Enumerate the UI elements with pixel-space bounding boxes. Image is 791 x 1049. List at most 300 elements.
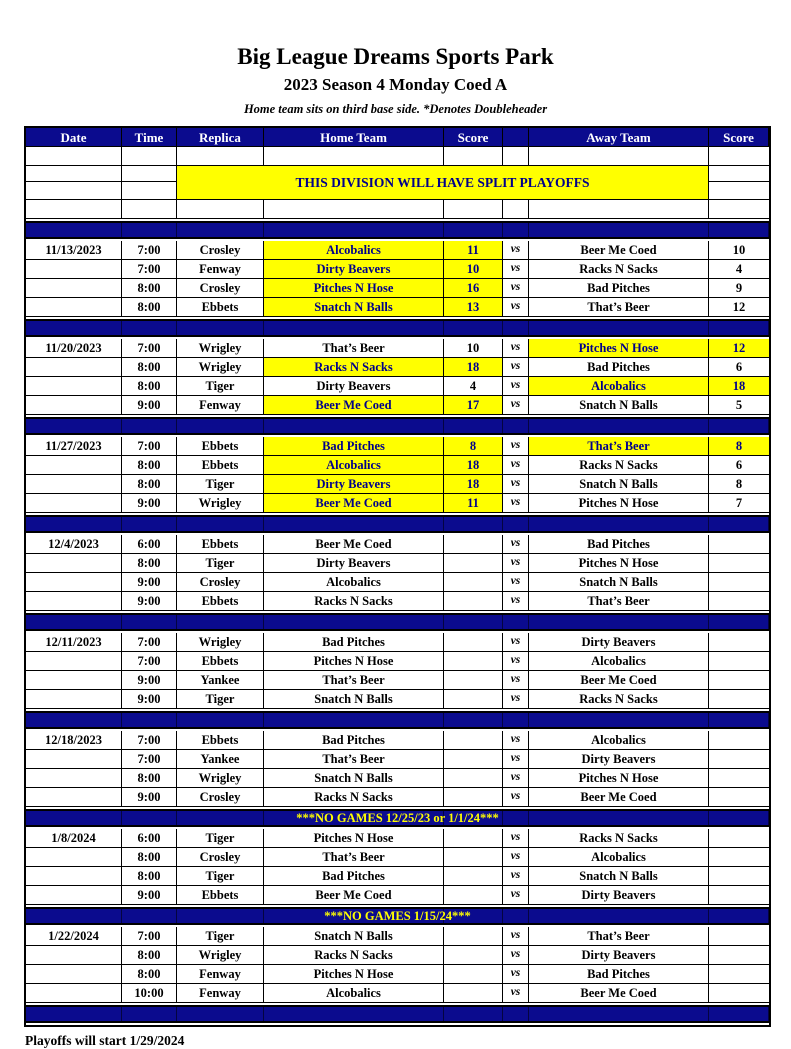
away-team-cell: Snatch N Balls bbox=[529, 573, 709, 591]
time-cell: 7:00 bbox=[122, 339, 177, 357]
separator-cell bbox=[444, 517, 503, 531]
separator-cell bbox=[264, 615, 444, 629]
time-cell: 8:00 bbox=[122, 867, 177, 885]
game-row bbox=[26, 358, 769, 377]
date-cell bbox=[26, 886, 122, 904]
away-score-cell: 9 bbox=[735, 280, 743, 295]
header-row bbox=[26, 128, 769, 147]
separator-cell bbox=[177, 321, 264, 335]
away-team-cell: Racks N Sacks bbox=[529, 829, 709, 847]
away-team-cell: Alcobalics bbox=[529, 848, 709, 866]
time-cell: 8:00 bbox=[122, 456, 177, 474]
separator-cell bbox=[709, 713, 769, 727]
away-score-cell: 10 bbox=[732, 242, 746, 257]
away-score-cell: 12 bbox=[732, 299, 746, 314]
date-cell bbox=[26, 377, 122, 395]
replica-cell: Wrigley bbox=[177, 339, 264, 357]
home-score-cell: 18 bbox=[444, 358, 503, 376]
game-row bbox=[26, 298, 769, 317]
away-team-cell: Pitches N Hose bbox=[529, 554, 709, 572]
separator-cell bbox=[177, 517, 264, 531]
vs-label: vs bbox=[503, 848, 529, 866]
home-score-cell bbox=[444, 633, 503, 651]
separator-row bbox=[26, 319, 769, 337]
away-team-cell: Dirty Beavers bbox=[529, 750, 709, 768]
vs-label: vs bbox=[503, 927, 529, 945]
replica-cell: Tiger bbox=[177, 554, 264, 572]
home-team-cell: Beer Me Coed bbox=[264, 535, 444, 553]
date-cell bbox=[26, 946, 122, 964]
replica-cell: Tiger bbox=[177, 829, 264, 847]
separator-cell bbox=[26, 615, 122, 629]
time-cell: 6:00 bbox=[122, 535, 177, 553]
col-header-replica: Replica bbox=[177, 128, 264, 146]
game-row bbox=[26, 769, 769, 788]
time-cell: 9:00 bbox=[122, 788, 177, 806]
home-score-cell: 18 bbox=[444, 456, 503, 474]
away-score-cell bbox=[709, 984, 769, 1002]
game-row bbox=[26, 396, 769, 415]
time-cell: 8:00 bbox=[122, 965, 177, 983]
date-cell bbox=[26, 396, 122, 414]
time-cell: 8:00 bbox=[122, 377, 177, 395]
game-row bbox=[26, 750, 769, 769]
separator-cell bbox=[709, 1007, 769, 1021]
empty-cell bbox=[444, 200, 503, 218]
schedule-note: Home team sits on third base side. *Denotes Doubleheader bbox=[243, 102, 548, 116]
replica-cell: Tiger bbox=[177, 475, 264, 493]
empty-cell bbox=[709, 182, 769, 199]
away-team-cell: Alcobalics bbox=[529, 377, 709, 395]
date-cell: 1/8/2024 bbox=[26, 829, 122, 847]
home-team-cell: That’s Beer bbox=[264, 750, 444, 768]
replica-cell: Ebbets bbox=[177, 535, 264, 553]
time-cell: 8:00 bbox=[122, 279, 177, 297]
replica-cell: Ebbets bbox=[177, 652, 264, 670]
home-score-cell bbox=[444, 829, 503, 847]
replica-cell: Yankee bbox=[177, 750, 264, 768]
home-team-cell: That’s Beer bbox=[264, 671, 444, 689]
vs-label: vs bbox=[503, 339, 529, 357]
home-team-cell: Alcobalics bbox=[264, 984, 444, 1002]
playoffs-note: Playoffs will start 1/29/2024 bbox=[25, 1033, 185, 1048]
vs-label: vs bbox=[503, 475, 529, 493]
col-header-home-score: Score bbox=[444, 128, 503, 146]
separator-cell bbox=[122, 419, 177, 433]
replica-cell: Crosley bbox=[177, 848, 264, 866]
game-row bbox=[26, 867, 769, 886]
separator-cell bbox=[177, 615, 264, 629]
vs-label: vs bbox=[503, 358, 529, 376]
date-cell bbox=[26, 671, 122, 689]
separator-cell bbox=[26, 713, 122, 727]
separator-cell bbox=[529, 419, 709, 433]
away-score-cell bbox=[709, 788, 769, 806]
separator-cell bbox=[709, 321, 769, 335]
away-score-cell bbox=[709, 592, 769, 610]
away-team-cell: Snatch N Balls bbox=[529, 396, 709, 414]
separator-cell bbox=[264, 517, 444, 531]
vs-label: vs bbox=[503, 769, 529, 787]
home-team-cell: Pitches N Hose bbox=[264, 652, 444, 670]
date-cell bbox=[26, 592, 122, 610]
away-team-cell: Dirty Beavers bbox=[529, 886, 709, 904]
empty-cell bbox=[26, 147, 122, 165]
away-team-cell: Beer Me Coed bbox=[529, 788, 709, 806]
separator-cell bbox=[264, 419, 444, 433]
banner-side-stack bbox=[122, 166, 177, 199]
away-team-cell: Beer Me Coed bbox=[529, 671, 709, 689]
replica-cell: Yankee bbox=[177, 671, 264, 689]
separator-cell bbox=[264, 713, 444, 727]
separator-cell bbox=[122, 517, 177, 531]
empty-cell bbox=[26, 200, 122, 218]
separator-cell bbox=[444, 223, 503, 237]
time-cell: 7:00 bbox=[122, 927, 177, 945]
home-team-cell: Snatch N Balls bbox=[264, 690, 444, 708]
empty-row bbox=[26, 147, 769, 166]
time-cell: 9:00 bbox=[122, 671, 177, 689]
replica-cell: Crosley bbox=[177, 279, 264, 297]
date-cell bbox=[26, 848, 122, 866]
time-cell: 7:00 bbox=[122, 437, 177, 455]
page-title: Big League Dreams Sports Park bbox=[237, 44, 554, 69]
empty-cell bbox=[122, 166, 176, 182]
away-team-cell: Snatch N Balls bbox=[529, 867, 709, 885]
separator-cell bbox=[529, 517, 709, 531]
away-score-cell: 4 bbox=[735, 261, 743, 276]
replica-cell: Ebbets bbox=[177, 886, 264, 904]
home-team-cell: Bad Pitches bbox=[264, 867, 444, 885]
away-score-cell bbox=[709, 848, 769, 866]
game-row bbox=[26, 260, 769, 279]
game-row bbox=[26, 848, 769, 867]
away-score-cell: 6 bbox=[735, 359, 743, 374]
away-score-cell bbox=[709, 886, 769, 904]
date-cell bbox=[26, 769, 122, 787]
time-cell: 7:00 bbox=[122, 260, 177, 278]
vs-label: vs bbox=[503, 298, 529, 316]
date-cell bbox=[26, 690, 122, 708]
replica-cell: Wrigley bbox=[177, 358, 264, 376]
home-team-cell: Racks N Sacks bbox=[264, 788, 444, 806]
separator-row bbox=[26, 809, 769, 827]
date-cell bbox=[26, 867, 122, 885]
away-score-cell bbox=[709, 554, 769, 572]
game-row bbox=[26, 886, 769, 905]
vs-label: vs bbox=[503, 260, 529, 278]
vs-label: vs bbox=[503, 279, 529, 297]
separator-cell bbox=[122, 223, 177, 237]
empty-cell bbox=[503, 200, 529, 218]
separator-cell bbox=[26, 321, 122, 335]
empty-cell bbox=[264, 200, 444, 218]
vs-label: vs bbox=[503, 984, 529, 1002]
away-team-cell: Bad Pitches bbox=[529, 965, 709, 983]
home-team-cell: Dirty Beavers bbox=[264, 260, 444, 278]
separator-cell bbox=[122, 1007, 177, 1021]
game-row bbox=[26, 788, 769, 807]
separator-row bbox=[26, 417, 769, 435]
away-score-cell bbox=[709, 769, 769, 787]
home-team-cell: That’s Beer bbox=[264, 848, 444, 866]
game-row bbox=[26, 494, 769, 513]
vs-label: vs bbox=[503, 886, 529, 904]
time-cell: 10:00 bbox=[122, 984, 177, 1002]
vs-label: vs bbox=[503, 652, 529, 670]
home-team-cell: Pitches N Hose bbox=[264, 279, 444, 297]
replica-cell: Tiger bbox=[177, 377, 264, 395]
home-score-cell bbox=[444, 769, 503, 787]
away-team-cell: Bad Pitches bbox=[529, 279, 709, 297]
home-team-cell: Alcobalics bbox=[264, 573, 444, 591]
time-cell: 7:00 bbox=[122, 633, 177, 651]
vs-label: vs bbox=[503, 633, 529, 651]
away-team-cell: Snatch N Balls bbox=[529, 475, 709, 493]
game-row bbox=[26, 731, 769, 750]
col-header-vs bbox=[503, 128, 529, 146]
separator-cell bbox=[444, 321, 503, 335]
separator-cell bbox=[444, 615, 503, 629]
no-games-label: ***NO GAMES 1/15/24*** bbox=[324, 908, 471, 923]
date-cell: 11/13/2023 bbox=[26, 241, 122, 259]
time-cell: 8:00 bbox=[122, 769, 177, 787]
vs-label: vs bbox=[503, 829, 529, 847]
time-cell: 8:00 bbox=[122, 554, 177, 572]
game-row bbox=[26, 927, 769, 946]
separator-cell bbox=[177, 713, 264, 727]
empty-cell bbox=[529, 200, 709, 218]
replica-cell: Crosley bbox=[177, 573, 264, 591]
game-row bbox=[26, 829, 769, 848]
away-team-cell: Pitches N Hose bbox=[529, 769, 709, 787]
banner-side-stack bbox=[26, 166, 122, 199]
separator-cell bbox=[503, 1007, 529, 1021]
empty-cell bbox=[177, 147, 264, 165]
separator-cell bbox=[26, 517, 122, 531]
game-row bbox=[26, 690, 769, 709]
separator-cell bbox=[503, 419, 529, 433]
replica-cell: Ebbets bbox=[177, 592, 264, 610]
away-team-cell: Pitches N Hose bbox=[529, 339, 709, 357]
game-row bbox=[26, 377, 769, 396]
separator-cell bbox=[503, 321, 529, 335]
home-score-cell: 11 bbox=[444, 241, 503, 259]
empty-cell bbox=[709, 200, 769, 218]
date-cell: 11/20/2023 bbox=[26, 339, 122, 357]
separator-cell bbox=[122, 615, 177, 629]
replica-cell: Crosley bbox=[177, 788, 264, 806]
game-row bbox=[26, 592, 769, 611]
separator-cell bbox=[503, 223, 529, 237]
game-row bbox=[26, 339, 769, 358]
separator-cell bbox=[177, 1007, 264, 1021]
date-cell: 11/27/2023 bbox=[26, 437, 122, 455]
vs-label: vs bbox=[503, 573, 529, 591]
away-team-cell: Bad Pitches bbox=[529, 535, 709, 553]
game-row bbox=[26, 946, 769, 965]
home-team-cell: Racks N Sacks bbox=[264, 358, 444, 376]
away-team-cell: Racks N Sacks bbox=[529, 260, 709, 278]
away-score-cell bbox=[709, 573, 769, 591]
home-score-cell bbox=[444, 886, 503, 904]
separator-cell bbox=[444, 1007, 503, 1021]
game-row bbox=[26, 554, 769, 573]
vs-label: vs bbox=[503, 437, 529, 455]
away-team-cell: Beer Me Coed bbox=[529, 241, 709, 259]
vs-label: vs bbox=[503, 965, 529, 983]
home-team-cell: Bad Pitches bbox=[264, 731, 444, 749]
home-team-cell: Snatch N Balls bbox=[264, 927, 444, 945]
separator-cell bbox=[264, 223, 444, 237]
time-cell: 9:00 bbox=[122, 690, 177, 708]
separator-cell bbox=[503, 713, 529, 727]
replica-cell: Wrigley bbox=[177, 946, 264, 964]
home-score-cell bbox=[444, 984, 503, 1002]
away-score-cell: 5 bbox=[735, 397, 743, 412]
home-score-cell: 18 bbox=[444, 475, 503, 493]
home-team-cell: Bad Pitches bbox=[264, 633, 444, 651]
home-team-cell: Beer Me Coed bbox=[264, 886, 444, 904]
home-score-cell: 8 bbox=[444, 437, 503, 455]
replica-cell: Fenway bbox=[177, 984, 264, 1002]
empty-cell bbox=[122, 182, 176, 199]
date-cell bbox=[26, 260, 122, 278]
away-score-cell bbox=[709, 750, 769, 768]
away-team-cell: Alcobalics bbox=[529, 731, 709, 749]
game-row bbox=[26, 279, 769, 298]
home-score-cell bbox=[444, 946, 503, 964]
replica-cell: Ebbets bbox=[177, 731, 264, 749]
away-score-cell bbox=[709, 867, 769, 885]
home-score-cell bbox=[444, 867, 503, 885]
separator-cell bbox=[444, 419, 503, 433]
vs-label: vs bbox=[503, 671, 529, 689]
away-score-cell: 8 bbox=[735, 476, 743, 491]
schedule-body bbox=[26, 147, 769, 1023]
home-score-cell bbox=[444, 573, 503, 591]
date-cell bbox=[26, 750, 122, 768]
away-team-cell: Beer Me Coed bbox=[529, 984, 709, 1002]
time-cell: 7:00 bbox=[122, 731, 177, 749]
home-team-cell: Pitches N Hose bbox=[264, 829, 444, 847]
time-cell: 9:00 bbox=[122, 573, 177, 591]
home-score-cell bbox=[444, 554, 503, 572]
empty-cell bbox=[529, 147, 709, 165]
home-score-cell: 17 bbox=[444, 396, 503, 414]
away-score-cell: 18 bbox=[709, 377, 769, 395]
away-team-cell: Dirty Beavers bbox=[529, 633, 709, 651]
away-team-cell: That’s Beer bbox=[529, 437, 709, 455]
separator-cell bbox=[264, 321, 444, 335]
date-cell: 12/18/2023 bbox=[26, 731, 122, 749]
separator-cell bbox=[26, 419, 122, 433]
time-cell: 9:00 bbox=[122, 886, 177, 904]
home-team-cell: Beer Me Coed bbox=[264, 494, 444, 512]
empty-cell bbox=[444, 147, 503, 165]
schedule-table bbox=[24, 126, 771, 1027]
vs-label: vs bbox=[503, 731, 529, 749]
date-cell: 12/4/2023 bbox=[26, 535, 122, 553]
home-score-cell bbox=[444, 690, 503, 708]
vs-label: vs bbox=[503, 377, 529, 395]
home-score-cell: 10 bbox=[444, 339, 503, 357]
time-cell: 8:00 bbox=[122, 298, 177, 316]
game-row bbox=[26, 633, 769, 652]
no-games-label: ***NO GAMES 12/25/23 or 1/1/24*** bbox=[296, 810, 499, 825]
separator-cell bbox=[122, 713, 177, 727]
empty-cell bbox=[709, 147, 769, 165]
away-team-cell: That’s Beer bbox=[529, 592, 709, 610]
away-score-cell bbox=[709, 690, 769, 708]
time-cell: 7:00 bbox=[122, 241, 177, 259]
col-header-home-team: Home Team bbox=[264, 128, 444, 146]
replica-cell: Tiger bbox=[177, 927, 264, 945]
col-header-away-team: Away Team bbox=[529, 128, 709, 146]
separator-row bbox=[26, 613, 769, 631]
home-score-cell bbox=[444, 535, 503, 553]
home-score-cell bbox=[444, 965, 503, 983]
replica-cell: Tiger bbox=[177, 867, 264, 885]
date-cell bbox=[26, 652, 122, 670]
home-team-cell: Racks N Sacks bbox=[264, 592, 444, 610]
date-cell: 1/22/2024 bbox=[26, 927, 122, 945]
empty-cell bbox=[26, 182, 121, 199]
home-team-cell: Dirty Beavers bbox=[264, 554, 444, 572]
time-cell: 8:00 bbox=[122, 848, 177, 866]
separator-cell bbox=[709, 517, 769, 531]
date-cell bbox=[26, 456, 122, 474]
game-row bbox=[26, 652, 769, 671]
empty-cell bbox=[122, 200, 177, 218]
date-cell bbox=[26, 298, 122, 316]
home-team-cell: Racks N Sacks bbox=[264, 946, 444, 964]
separator-row bbox=[26, 515, 769, 533]
time-cell: 8:00 bbox=[122, 358, 177, 376]
away-score-cell: 8 bbox=[709, 437, 769, 455]
separator-cell bbox=[709, 419, 769, 433]
away-score-cell bbox=[709, 652, 769, 670]
separator-cell bbox=[26, 1007, 122, 1021]
time-cell: 6:00 bbox=[122, 829, 177, 847]
separator-cell bbox=[122, 321, 177, 335]
home-score-cell bbox=[444, 652, 503, 670]
home-score-cell bbox=[444, 731, 503, 749]
separator-cell bbox=[529, 713, 709, 727]
game-row bbox=[26, 573, 769, 592]
separator-cell bbox=[264, 1007, 444, 1021]
vs-label: vs bbox=[503, 456, 529, 474]
game-row bbox=[26, 437, 769, 456]
away-score-cell bbox=[709, 633, 769, 651]
empty-cell bbox=[122, 147, 177, 165]
separator-row bbox=[26, 907, 769, 925]
home-score-cell bbox=[444, 671, 503, 689]
date-cell bbox=[26, 494, 122, 512]
split-playoffs-banner: THIS DIVISION WILL HAVE SPLIT PLAYOFFS bbox=[177, 166, 709, 199]
empty-cell bbox=[26, 166, 121, 182]
empty-cell bbox=[177, 200, 264, 218]
date-cell bbox=[26, 984, 122, 1002]
away-team-cell: That’s Beer bbox=[529, 927, 709, 945]
home-score-cell: 10 bbox=[444, 260, 503, 278]
away-score-cell bbox=[709, 829, 769, 847]
vs-label: vs bbox=[503, 494, 529, 512]
away-score-cell: 6 bbox=[735, 457, 743, 472]
banner-block bbox=[26, 166, 769, 200]
date-cell bbox=[26, 965, 122, 983]
home-score-cell bbox=[444, 592, 503, 610]
